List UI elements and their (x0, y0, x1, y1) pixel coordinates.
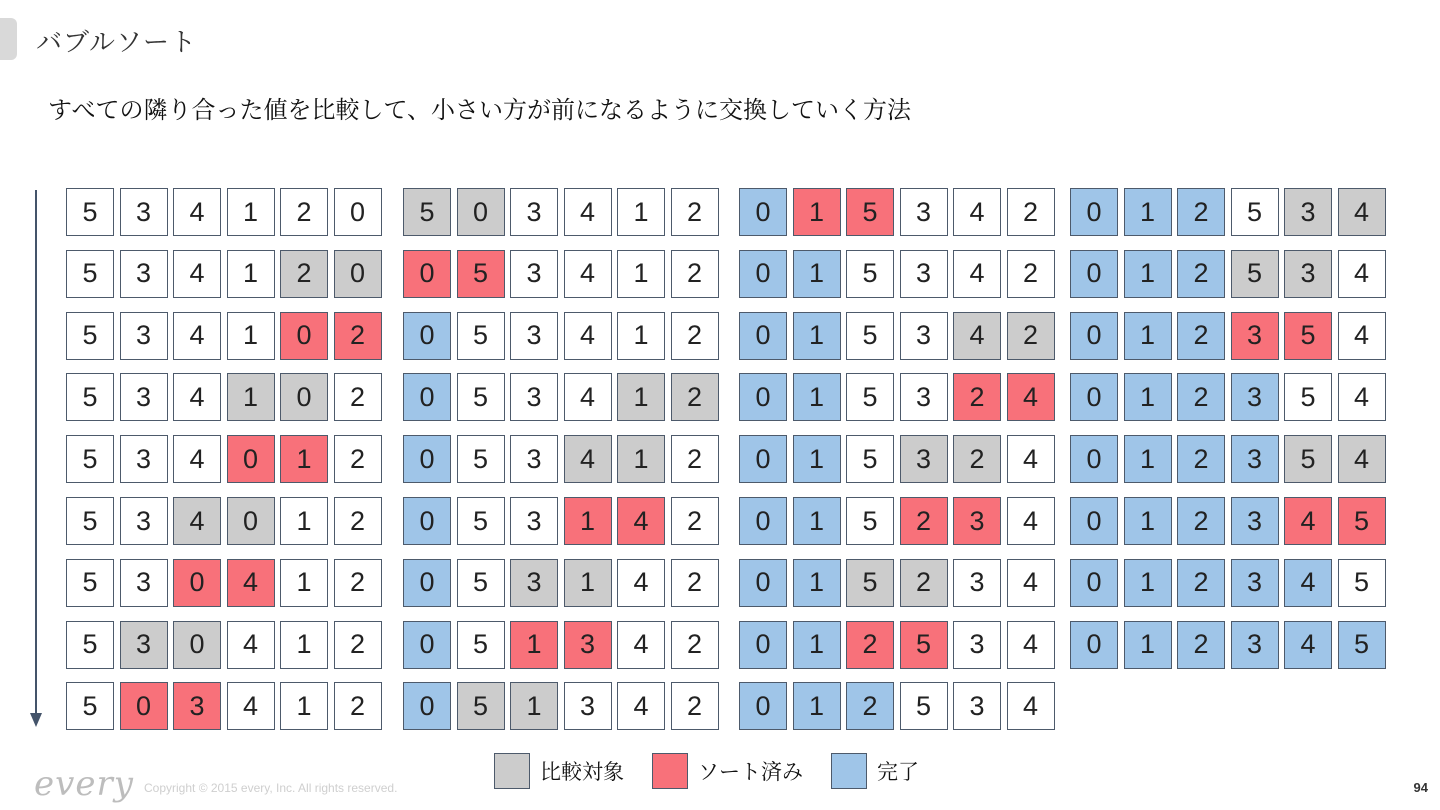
array-cell: 3 (953, 497, 1001, 545)
array-cell: 1 (1124, 621, 1172, 669)
array-cell: 5 (457, 682, 505, 730)
array-cell: 2 (671, 435, 719, 483)
array-cell: 2 (1177, 559, 1225, 607)
array-cell: 2 (1177, 621, 1225, 669)
array-cell: 4 (564, 188, 612, 236)
array-cell: 4 (617, 682, 665, 730)
step-row (403, 312, 724, 360)
array-cell: 0 (739, 682, 787, 730)
array-cell: 5 (66, 682, 114, 730)
array-cell: 4 (1007, 373, 1055, 421)
array-cell: 0 (334, 250, 382, 298)
array-cell: 4 (953, 188, 1001, 236)
array-cell: 1 (227, 373, 275, 421)
array-cell: 0 (739, 312, 787, 360)
array-cell: 0 (739, 559, 787, 607)
array-cell: 2 (334, 682, 382, 730)
array-cell: 2 (1177, 373, 1225, 421)
array-cell: 3 (900, 373, 948, 421)
array-cell: 3 (510, 188, 558, 236)
array-cell: 2 (846, 682, 894, 730)
array-cell: 5 (846, 559, 894, 607)
copyright-text: Copyright © 2015 every, Inc. All rights reserved. (144, 781, 398, 795)
array-cell: 4 (173, 188, 221, 236)
array-cell: 5 (66, 373, 114, 421)
time-arrow-line (35, 190, 37, 715)
array-cell: 3 (900, 312, 948, 360)
array-cell: 2 (671, 188, 719, 236)
array-cell: 3 (510, 559, 558, 607)
array-cell: 1 (510, 621, 558, 669)
legend-swatch-sorted (652, 753, 688, 789)
array-cell: 2 (953, 373, 1001, 421)
array-cell: 4 (173, 373, 221, 421)
array-cell: 5 (457, 621, 505, 669)
array-cell: 2 (671, 682, 719, 730)
array-cell: 2 (1177, 435, 1225, 483)
array-cell: 3 (900, 188, 948, 236)
array-cell: 5 (1284, 312, 1332, 360)
page-number: 94 (1413, 780, 1428, 795)
array-cell: 0 (403, 373, 451, 421)
array-cell: 3 (120, 435, 168, 483)
array-cell: 1 (280, 435, 328, 483)
array-cell: 4 (1338, 188, 1386, 236)
array-cell: 0 (403, 621, 451, 669)
array-cell: 1 (793, 312, 841, 360)
array-cell: 3 (120, 188, 168, 236)
array-cell: 5 (1338, 559, 1386, 607)
array-cell: 0 (1070, 497, 1118, 545)
array-cell: 4 (1338, 435, 1386, 483)
array-cell: 5 (1231, 188, 1279, 236)
array-cell: 5 (1338, 621, 1386, 669)
array-cell: 0 (403, 497, 451, 545)
array-cell: 4 (227, 621, 275, 669)
array-cell: 1 (227, 188, 275, 236)
array-cell: 3 (900, 435, 948, 483)
array-cell: 3 (564, 621, 612, 669)
array-cell: 5 (457, 435, 505, 483)
step-row (1070, 250, 1391, 298)
step-row (66, 621, 387, 669)
array-cell: 2 (671, 497, 719, 545)
array-cell: 3 (1231, 312, 1279, 360)
array-cell: 1 (1124, 435, 1172, 483)
array-cell: 5 (66, 559, 114, 607)
step-row (403, 559, 724, 607)
legend-swatch-done (831, 753, 867, 789)
array-cell: 2 (280, 188, 328, 236)
step-row (739, 559, 1060, 607)
array-cell: 1 (564, 497, 612, 545)
array-cell: 3 (1231, 559, 1279, 607)
array-cell: 0 (173, 621, 221, 669)
step-row (1070, 497, 1391, 545)
array-cell: 3 (510, 312, 558, 360)
array-cell: 1 (280, 682, 328, 730)
array-cell: 4 (173, 312, 221, 360)
array-cell: 0 (1070, 188, 1118, 236)
step-row (66, 497, 387, 545)
array-cell: 1 (1124, 497, 1172, 545)
array-cell: 0 (1070, 559, 1118, 607)
array-cell: 4 (1338, 373, 1386, 421)
arrow-down-icon (30, 713, 42, 727)
array-cell: 4 (617, 559, 665, 607)
step-row (1070, 559, 1391, 607)
step-row (66, 373, 387, 421)
step-row (403, 188, 724, 236)
array-cell: 5 (846, 435, 894, 483)
step-row (1070, 312, 1391, 360)
array-cell: 0 (403, 682, 451, 730)
step-row (403, 435, 724, 483)
step-row (66, 682, 387, 730)
array-cell: 2 (334, 621, 382, 669)
step-row (66, 435, 387, 483)
step-row (739, 682, 1060, 730)
array-cell: 0 (1070, 621, 1118, 669)
array-cell: 1 (280, 621, 328, 669)
array-cell: 2 (846, 621, 894, 669)
step-row (739, 435, 1060, 483)
array-cell: 3 (953, 682, 1001, 730)
array-cell: 1 (793, 435, 841, 483)
step-row (403, 373, 724, 421)
array-cell: 1 (1124, 373, 1172, 421)
array-cell: 2 (1007, 250, 1055, 298)
array-cell: 4 (564, 435, 612, 483)
array-cell: 4 (1338, 250, 1386, 298)
array-cell: 0 (280, 373, 328, 421)
step-row (403, 250, 724, 298)
array-cell: 3 (510, 250, 558, 298)
step-row (66, 188, 387, 236)
array-cell: 2 (280, 250, 328, 298)
legend-swatch-compare (494, 753, 530, 789)
array-cell: 4 (1338, 312, 1386, 360)
array-cell: 2 (953, 435, 1001, 483)
array-cell: 0 (739, 621, 787, 669)
array-cell: 5 (846, 250, 894, 298)
array-cell: 5 (457, 373, 505, 421)
title-accent-tab (0, 18, 17, 60)
array-cell: 4 (227, 559, 275, 607)
array-cell: 4 (564, 250, 612, 298)
array-cell: 0 (403, 435, 451, 483)
array-cell: 0 (1070, 250, 1118, 298)
array-cell: 1 (1124, 559, 1172, 607)
step-row (403, 682, 724, 730)
step-row (66, 312, 387, 360)
step-row (403, 497, 724, 545)
array-cell: 3 (1231, 435, 1279, 483)
step-row (739, 250, 1060, 298)
array-cell: 0 (403, 250, 451, 298)
step-row (1070, 435, 1391, 483)
array-cell: 4 (617, 621, 665, 669)
legend-item-compare (494, 753, 624, 789)
array-cell: 3 (564, 682, 612, 730)
array-cell: 0 (739, 188, 787, 236)
array-cell: 2 (1177, 312, 1225, 360)
step-row (66, 559, 387, 607)
legend (494, 753, 947, 789)
array-cell: 5 (1284, 435, 1332, 483)
array-cell: 5 (1284, 373, 1332, 421)
array-cell: 3 (1284, 250, 1332, 298)
step-row (1070, 188, 1391, 236)
array-cell: 3 (510, 497, 558, 545)
array-cell: 1 (1124, 250, 1172, 298)
array-cell: 2 (671, 250, 719, 298)
array-cell: 0 (739, 435, 787, 483)
step-row (66, 250, 387, 298)
array-cell: 2 (671, 621, 719, 669)
array-cell: 4 (1007, 435, 1055, 483)
array-cell: 1 (617, 312, 665, 360)
array-cell: 0 (334, 188, 382, 236)
array-cell: 0 (403, 312, 451, 360)
array-cell: 2 (1007, 188, 1055, 236)
array-cell: 2 (334, 497, 382, 545)
array-cell: 0 (1070, 373, 1118, 421)
array-cell: 0 (280, 312, 328, 360)
array-cell: 2 (1007, 312, 1055, 360)
array-cell: 1 (617, 435, 665, 483)
array-cell: 4 (173, 250, 221, 298)
slide-subtitle: すべての隣り合った値を比較して、小さい方が前になるように交換していく方法 (48, 96, 912, 124)
array-cell: 4 (173, 435, 221, 483)
every-logo: every (34, 764, 134, 804)
legend-label-compare: 比較対象 (540, 760, 624, 784)
array-cell: 4 (1284, 621, 1332, 669)
step-row (739, 312, 1060, 360)
array-cell: 4 (1007, 621, 1055, 669)
array-cell: 2 (334, 312, 382, 360)
array-cell: 1 (617, 188, 665, 236)
array-cell: 0 (227, 497, 275, 545)
array-cell: 2 (671, 373, 719, 421)
array-cell: 5 (1231, 250, 1279, 298)
array-cell: 2 (900, 559, 948, 607)
array-cell: 0 (739, 497, 787, 545)
array-cell: 3 (1231, 497, 1279, 545)
array-cell: 3 (953, 559, 1001, 607)
array-cell: 1 (280, 559, 328, 607)
array-cell: 3 (953, 621, 1001, 669)
array-cell: 0 (457, 188, 505, 236)
array-cell: 0 (1070, 435, 1118, 483)
array-cell: 1 (793, 497, 841, 545)
step-row (739, 497, 1060, 545)
array-cell: 2 (1177, 250, 1225, 298)
array-cell: 1 (617, 373, 665, 421)
array-cell: 3 (120, 373, 168, 421)
array-cell: 5 (1338, 497, 1386, 545)
array-cell: 1 (227, 312, 275, 360)
array-cell: 4 (953, 312, 1001, 360)
array-cell: 4 (564, 373, 612, 421)
array-cell: 0 (1070, 312, 1118, 360)
array-cell: 4 (1284, 497, 1332, 545)
array-cell: 1 (793, 373, 841, 421)
array-cell: 1 (793, 188, 841, 236)
array-cell: 3 (1231, 373, 1279, 421)
array-cell: 2 (671, 312, 719, 360)
array-cell: 5 (457, 250, 505, 298)
array-cell: 4 (227, 682, 275, 730)
legend-item-sorted (652, 753, 803, 789)
step-row (739, 188, 1060, 236)
legend-item-done (831, 753, 919, 789)
legend-label-sorted: ソート済み (698, 760, 803, 784)
array-cell: 1 (793, 621, 841, 669)
array-cell: 5 (900, 621, 948, 669)
array-cell: 3 (120, 621, 168, 669)
array-cell: 3 (120, 250, 168, 298)
array-cell: 0 (227, 435, 275, 483)
slide-title: バブルソート (36, 28, 197, 58)
step-row (1070, 373, 1391, 421)
array-cell: 5 (66, 435, 114, 483)
array-cell: 3 (120, 497, 168, 545)
array-cell: 3 (120, 559, 168, 607)
step-row (739, 373, 1060, 421)
array-cell: 5 (457, 497, 505, 545)
array-cell: 1 (510, 682, 558, 730)
array-cell: 4 (617, 497, 665, 545)
array-cell: 5 (403, 188, 451, 236)
array-cell: 1 (280, 497, 328, 545)
array-cell: 4 (1007, 559, 1055, 607)
array-cell: 0 (739, 373, 787, 421)
array-cell: 5 (66, 312, 114, 360)
array-cell: 3 (900, 250, 948, 298)
array-cell: 5 (66, 188, 114, 236)
array-cell: 3 (120, 312, 168, 360)
array-cell: 3 (510, 435, 558, 483)
array-cell: 1 (564, 559, 612, 607)
array-cell: 5 (900, 682, 948, 730)
array-cell: 4 (1007, 497, 1055, 545)
step-row (403, 621, 724, 669)
array-cell: 1 (793, 559, 841, 607)
array-cell: 5 (846, 373, 894, 421)
array-cell: 0 (403, 559, 451, 607)
step-row (739, 621, 1060, 669)
array-cell: 3 (173, 682, 221, 730)
array-cell: 2 (334, 373, 382, 421)
array-cell: 4 (1284, 559, 1332, 607)
array-cell: 5 (846, 497, 894, 545)
array-cell: 2 (900, 497, 948, 545)
array-cell: 4 (953, 250, 1001, 298)
array-cell: 4 (1007, 682, 1055, 730)
array-cell: 0 (739, 250, 787, 298)
array-cell: 5 (66, 497, 114, 545)
array-cell: 1 (793, 682, 841, 730)
array-cell: 5 (457, 312, 505, 360)
step-row (1070, 621, 1391, 669)
array-cell: 3 (510, 373, 558, 421)
array-cell: 5 (66, 621, 114, 669)
legend-label-done: 完了 (877, 760, 919, 784)
array-cell: 5 (846, 312, 894, 360)
array-cell: 4 (173, 497, 221, 545)
array-cell: 3 (1231, 621, 1279, 669)
array-cell: 1 (617, 250, 665, 298)
array-cell: 2 (671, 559, 719, 607)
array-cell: 2 (1177, 497, 1225, 545)
array-cell: 3 (1284, 188, 1332, 236)
array-cell: 4 (564, 312, 612, 360)
array-cell: 2 (334, 435, 382, 483)
array-cell: 0 (120, 682, 168, 730)
array-cell: 1 (1124, 312, 1172, 360)
array-cell: 1 (793, 250, 841, 298)
array-cell: 2 (1177, 188, 1225, 236)
array-cell: 1 (1124, 188, 1172, 236)
array-cell: 0 (173, 559, 221, 607)
array-cell: 5 (457, 559, 505, 607)
array-cell: 2 (334, 559, 382, 607)
array-cell: 5 (66, 250, 114, 298)
array-cell: 5 (846, 188, 894, 236)
array-cell: 1 (227, 250, 275, 298)
